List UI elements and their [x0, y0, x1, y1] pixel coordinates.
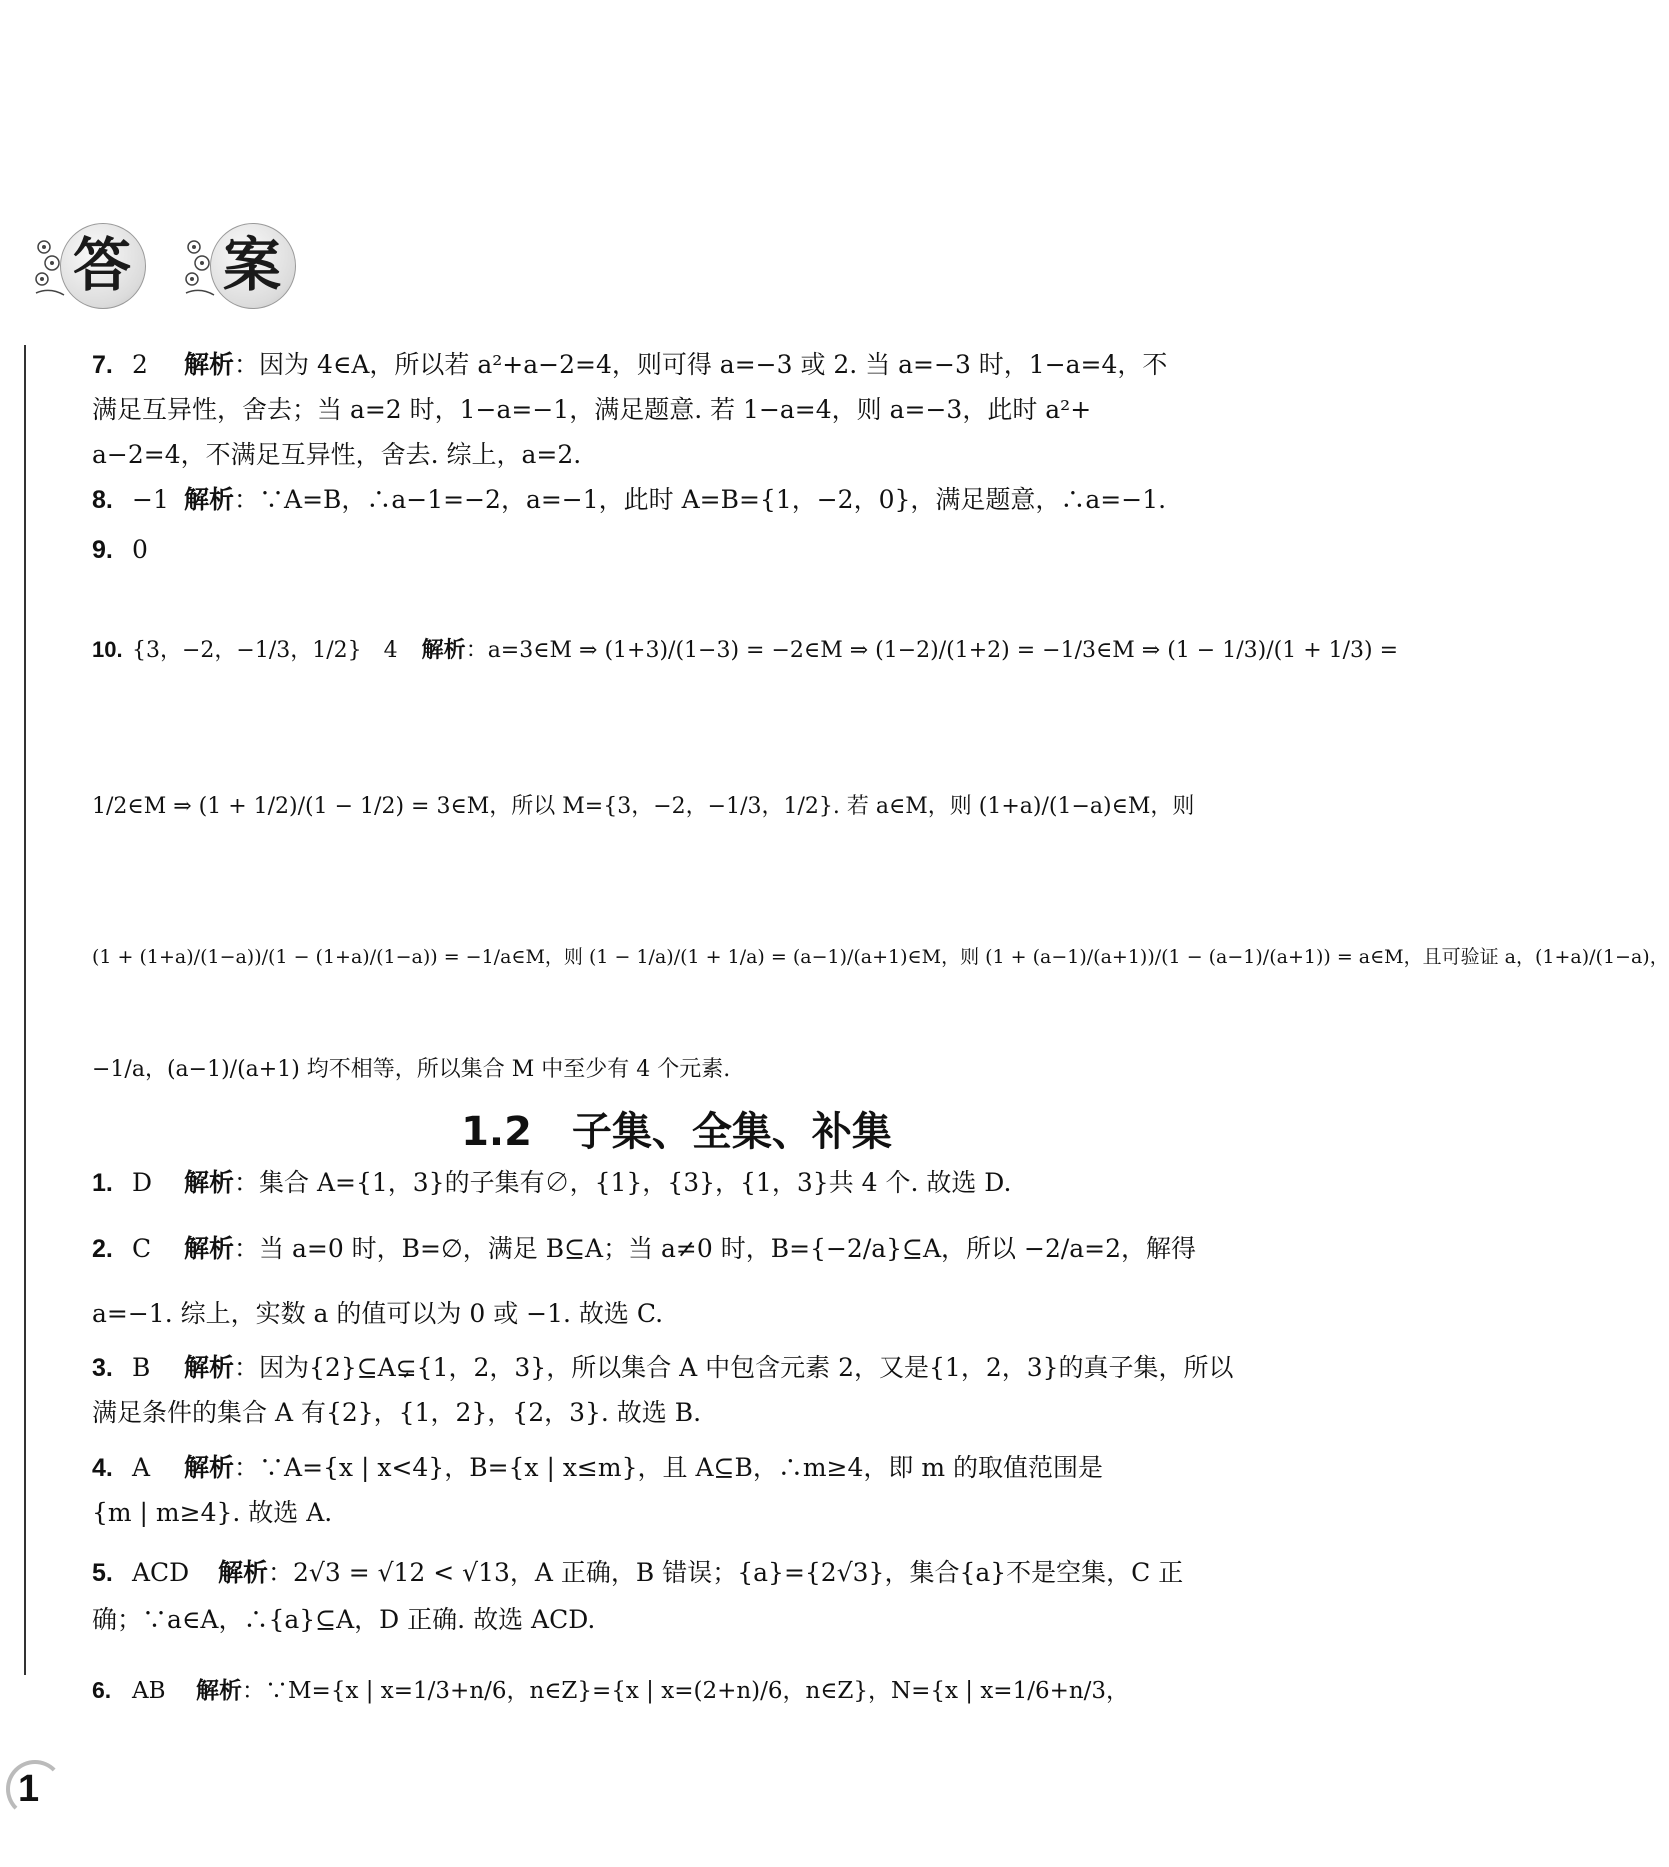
analysis-text: ：集合 A={1，3}的子集有∅，{1}，{3}，{1，3}共 4 个. 故选 D. [234, 1168, 1012, 1197]
analysis-text: ：a=3∈M ⇒ (1+3)/(1−3) = −2∈M ⇒ (1−2)/(1+2) = −1/3∈M ⇒ (1 − 1/3)/(1 + 1/3) = [465, 638, 1399, 663]
q7-line-1 [92, 348, 1167, 382]
answer-value: 2 [132, 350, 148, 379]
question-number: 4. [92, 1454, 113, 1482]
section-title: 1.2 子集、全集、补集 [461, 1109, 892, 1155]
answer-value: {3，−2，−1/3，1/2} 4 [132, 638, 398, 663]
p2-q3-line-1 [92, 1351, 1234, 1385]
page-number: 1 [18, 1768, 40, 1810]
p2-q3-line-2: 满足条件的集合 A 有{2}，{1，2}，{2，3}. 故选 B. [92, 1398, 702, 1427]
question-number: 2. [92, 1235, 113, 1263]
header-char-2: 案 [222, 231, 281, 299]
analysis-text: ：2√3 = √12 < √13，A 正确，B 错误；{a}={2√3}，集合{a}不是空集，C 正 [268, 1558, 1184, 1587]
answer-value: D [132, 1168, 153, 1197]
answer-value: ACD [132, 1558, 190, 1587]
p2-q2-line-1 [92, 1232, 1196, 1266]
analysis-text: ：∵A=B，∴a−1=−2，a=−1，此时 A=B={1，−2，0}，满足题意，∴a=−1. [234, 485, 1167, 514]
question-number: 1. [92, 1169, 113, 1197]
question-number: 6. [92, 1677, 112, 1703]
header-char-1: 答 [72, 231, 131, 299]
answer-header [30, 215, 360, 325]
answer-value: −1 [132, 485, 169, 514]
analysis-label: 解析 [184, 486, 235, 514]
question-number: 7. [92, 351, 113, 379]
analysis-label: 解析 [218, 1559, 269, 1587]
q8-line [92, 483, 1166, 517]
analysis-text: ：因为{2}⊆A⊊{1，2，3}，所以集合 A 中包含元素 2，又是{1，2，3}的真子集，所以 [234, 1353, 1234, 1382]
p2-q1-line [92, 1166, 1011, 1200]
p2-q5-line-1 [92, 1556, 1183, 1590]
p2-q4-line-1 [92, 1451, 1103, 1485]
analysis-label: 解析 [184, 1169, 235, 1197]
p2-q6-line-1 [92, 1673, 1129, 1708]
analysis-label: 解析 [196, 1677, 242, 1703]
q7-line-2: 满足互异性，舍去；当 a=2 时，1−a=−1，满足题意. 若 1−a=4，则 a=−3，此时 a²+ [92, 395, 1092, 424]
answer-value: AB [132, 1678, 166, 1704]
analysis-label: 解析 [184, 1454, 235, 1482]
page-number-badge [6, 1760, 64, 1818]
p2-q2-line-2: a=−1. 综上，实数 a 的值可以为 0 或 −1. 故选 C. [92, 1299, 664, 1328]
analysis-text: ：∵M={x | x=1/3+n/6，n∈Z}={x | x=(2+n)/6，n∈Z}，N={x | x=1/6+n/3， [242, 1678, 1130, 1704]
analysis-text: ：当 a=0 时，B=∅，满足 B⊆A；当 a≠0 时，B={−2/a}⊆A，所以 −2/a=2，解得 [234, 1234, 1197, 1263]
q10-line-2: 1/2∈M ⇒ (1 + 1/2)/(1 − 1/2) = 3∈M，所以 M={3，−2，−1/3，1/2}. 若 a∈M，则 (1+a)/(1−a)∈M，则 [92, 794, 1195, 819]
question-number: 5. [92, 1559, 113, 1587]
answer-value: B [132, 1353, 151, 1382]
analysis-label: 解析 [421, 637, 466, 662]
q10-line-3: (1 + (1+a)/(1−a))/(1 − (1+a)/(1−a)) = −1/a∈M，则 (1 − 1/a)/(1 + 1/a) = (a−1)/(a+1)∈M，则 (1 + (a−1)/(a+1))/(1 − (a−1)/(a+1)) = a∈M，且可验证 a，(1+a)/(1−a)， [92, 946, 1669, 968]
p2-q4-line-2: {m | m≥4}. 故选 A. [92, 1498, 333, 1527]
analysis-label: 解析 [184, 1235, 235, 1263]
answer-value: 0 [132, 535, 148, 564]
q10-line-4: −1/a，(a−1)/(a+1) 均不相等，所以集合 M 中至少有 4 个元素. [92, 1057, 731, 1082]
header-badge-1 [30, 215, 150, 315]
analysis-label: 解析 [184, 351, 235, 379]
p2-q5-line-2: 确；∵a∈A，∴{a}⊆A，D 正确. 故选 ACD. [92, 1605, 596, 1634]
analysis-text: ：因为 4∈A，所以若 a²+a−2=4，则可得 a=−3 或 2. 当 a=−3 时，1−a=4，不 [234, 350, 1168, 379]
analysis-label: 解析 [184, 1354, 235, 1382]
analysis-text: ：∵A={x | x<4}，B={x | x≤m}，且 A⊆B，∴m≥4，即 m 的取值范围是 [234, 1453, 1103, 1482]
answer-value: C [132, 1234, 152, 1263]
left-margin-rule [24, 345, 26, 1675]
q10-line-1 [92, 633, 1398, 668]
question-number: 9. [92, 536, 113, 564]
header-badge-2 [180, 215, 300, 315]
question-number: 10. [92, 637, 123, 662]
question-number: 3. [92, 1354, 113, 1382]
question-number: 8. [92, 486, 113, 514]
q7-line-3: a−2=4，不满足互异性，舍去. 综上，a=2. [92, 440, 582, 469]
answer-value: A [132, 1453, 151, 1482]
q9-line [92, 533, 184, 567]
